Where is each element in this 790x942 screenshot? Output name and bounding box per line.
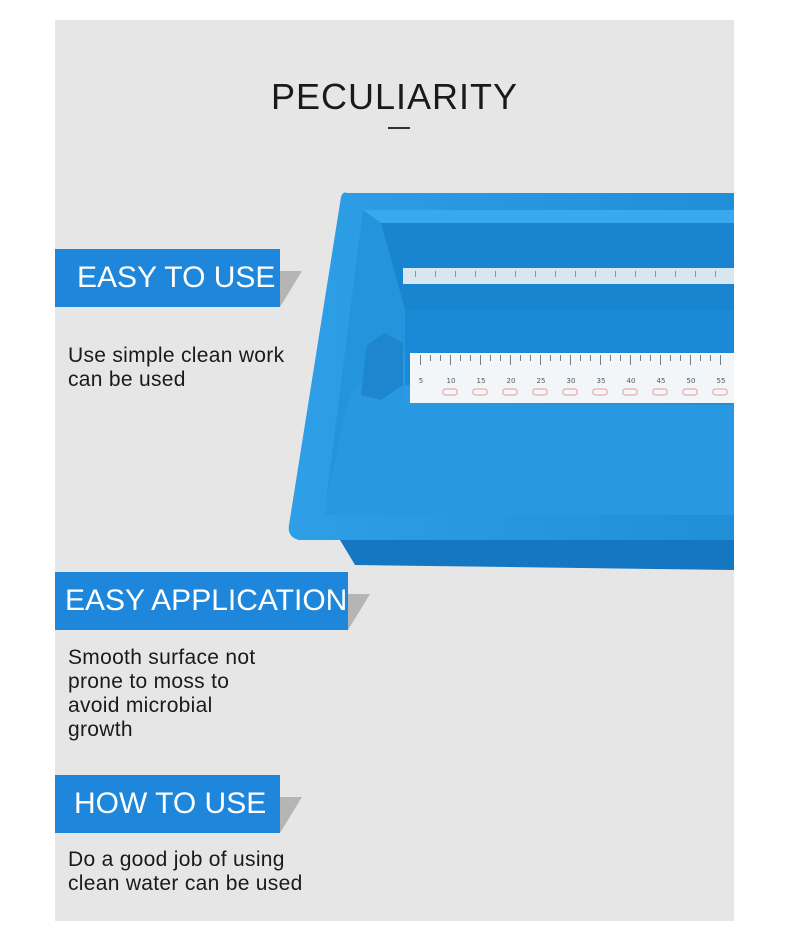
ruler-number: 5 — [418, 377, 424, 385]
ruler-number: 50 — [686, 377, 696, 385]
feature-tag-easy-to-use: EASY TO USE — [55, 249, 280, 307]
feature-description-easy-to-use: Use simple clean work can be used — [68, 344, 285, 391]
feature-tag-how-to-use: HOW TO USE — [55, 775, 280, 833]
product-image-blue-tray — [285, 185, 734, 575]
tag-shadow — [348, 594, 370, 630]
title-divider — [388, 127, 410, 129]
tag-shadow — [280, 797, 302, 833]
ruler-number: 45 — [656, 377, 666, 385]
ruler-number: 30 — [566, 377, 576, 385]
feature-description-how-to-use: Do a good job of using clean water can be used — [68, 848, 303, 895]
ruler-number: 40 — [626, 377, 636, 385]
feature-tag-easy-application: EASY APPLICATION — [55, 572, 348, 630]
feature-panel — [55, 20, 734, 921]
ruler-number: 35 — [596, 377, 606, 385]
page-title: PECULIARITY — [270, 76, 519, 117]
ruler-number: 15 — [476, 377, 486, 385]
feature-description-easy-application: Smooth surface not prone to moss to avoid microbial growth — [68, 646, 256, 741]
ruler-number: 55 — [716, 377, 726, 385]
ruler-number: 20 — [506, 377, 516, 385]
ruler-number: 25 — [536, 377, 546, 385]
ruler-number: 10 — [446, 377, 456, 385]
